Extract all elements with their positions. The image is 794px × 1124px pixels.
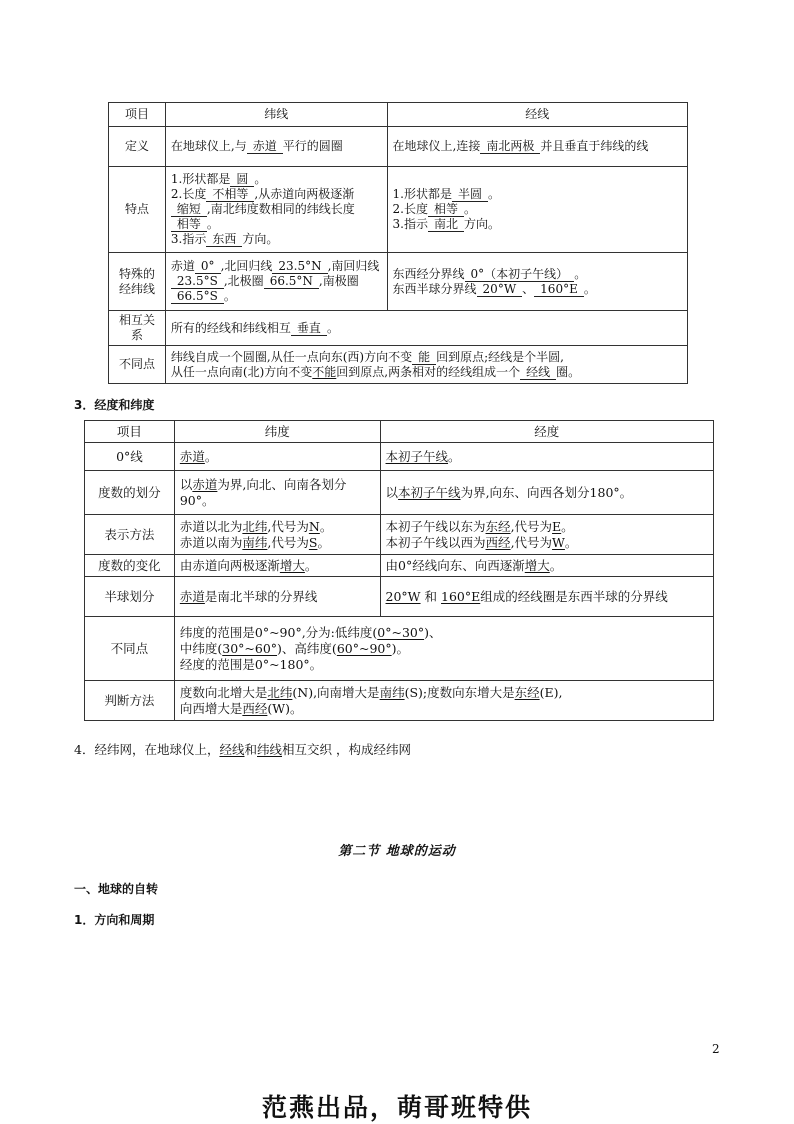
cell: 以本初子午线为界,向东、向西各划分180°。 (380, 471, 713, 515)
row-label: 判断方法 (85, 681, 175, 721)
cell: 本初子午线。 (380, 443, 713, 471)
cell: 本初子午线以东为东经,代号为E。 本初子午线以西为西经,代号为W。 (380, 515, 713, 555)
cell: 以赤道为界,向北、向南各划分90°。 (174, 471, 380, 515)
table-row (109, 253, 688, 311)
row-label: 定义 (109, 127, 166, 167)
cell: 20°W 和 160°E组成的经线圈是东西半球的分界线 (380, 577, 713, 617)
header-jingxian: 经线 (387, 103, 687, 127)
latitude-longitude-degrees-table (84, 420, 714, 721)
page-number: 2 (712, 1042, 720, 1056)
table-row (85, 443, 714, 471)
table-row (85, 681, 714, 721)
cell: 由0°经线向东、向西逐渐增大。 (380, 555, 713, 577)
table-row (85, 577, 714, 617)
section-heading-3: 3．经度和纬度 (74, 398, 155, 412)
cell-wei-features: 1.形状都是 圆 。 2.长度 不相等 ,从赤道向两极逐渐缩短 ,南北纬度数相同的纬线长度相等 。 3.指示 东西 方向。 (165, 167, 387, 253)
table-header-row (109, 103, 688, 127)
table-header-row (85, 421, 714, 443)
header-item: 项目 (109, 103, 166, 127)
heading-earth-rotation: 一、地球的自转 (74, 882, 159, 896)
row-label: 表示方法 (85, 515, 175, 555)
header-weidu: 纬度 (174, 421, 380, 443)
cell: 赤道以北为北纬,代号为N。 赤道以南为南纬,代号为S。 (174, 515, 380, 555)
row-label: 不同点 (85, 617, 175, 681)
row-label: 相互关系 (109, 311, 166, 346)
cell: 纬度的范围是0°~90°,分为:低纬度(0°~30°)、 中纬度(30°~60°)、高纬度(60°~90°)。 经度的范围是0°~180°。 (174, 617, 713, 681)
table-row (85, 471, 714, 515)
table-row (109, 346, 688, 384)
cell-relation: 所有的经线和纬线相互 垂直 。 (165, 311, 687, 346)
cell-jing-features: 1.形状都是 半圆 。 2.长度 相等 。 3.指示 南北 方向。 (387, 167, 687, 253)
table-row (109, 311, 688, 346)
cell: 赤道是南北半球的分界线 (174, 577, 380, 617)
header-weixian: 纬线 (165, 103, 387, 127)
footer-brand: 范燕出品，萌哥班特供 (261, 1093, 532, 1122)
row-label: 不同点 (109, 346, 166, 384)
cell-wei-special: 赤道 0° ,北回归线 23.5°N ,南回归线23.5°S ,北极圈 66.5°N ,南极圈66.5°S 。 (165, 253, 387, 311)
heading-direction-period: 1．方向和周期 (74, 913, 155, 927)
cell: 赤道。 (174, 443, 380, 471)
table-row (85, 555, 714, 577)
cell-wei-definition: 在地球仪上,与 赤道 平行的圆圈 (165, 127, 387, 167)
section-title: 第二节 地球的运动 (338, 844, 456, 859)
table-row (109, 127, 688, 167)
cell: 由赤道向两极逐渐增大。 (174, 555, 380, 577)
row-label: 度数的划分 (85, 471, 175, 515)
table-row (109, 167, 688, 253)
table-row (85, 617, 714, 681)
row-label: 半球划分 (85, 577, 175, 617)
row-label: 特点 (109, 167, 166, 253)
cell-jing-special: 东西经分界线 0°（本初子午线） 。 东西半球分界线 20°W 、 160°E 。 (387, 253, 687, 311)
cell-jing-definition: 在地球仪上,连接 南北两极 并且垂直于纬线的线 (387, 127, 687, 167)
cell-difference: 纬线自成一个圆圈,从任一点向东(西)方向不变 能 回到原点;经线是个半圆, 从任一点向南(北)方向不变不能回到原点,两条相对的经线组成一个 经线 圈。 (165, 346, 687, 384)
row-label: 0°线 (85, 443, 175, 471)
paragraph-graticule: 4．经纬网，在地球仪上，经线和纬线相互交织 ，构成经纬网 (74, 742, 411, 757)
cell: 度数向北增大是北纬(N),向南增大是南纬(S);度数向东增大是东经(E), 向西增大是西经(W)。 (174, 681, 713, 721)
row-label: 特殊的经纬线 (109, 253, 166, 311)
latitude-longitude-lines-table (108, 102, 688, 384)
row-label: 度数的变化 (85, 555, 175, 577)
header-item: 项目 (85, 421, 175, 443)
table-row (85, 515, 714, 555)
header-jingdu: 经度 (380, 421, 713, 443)
